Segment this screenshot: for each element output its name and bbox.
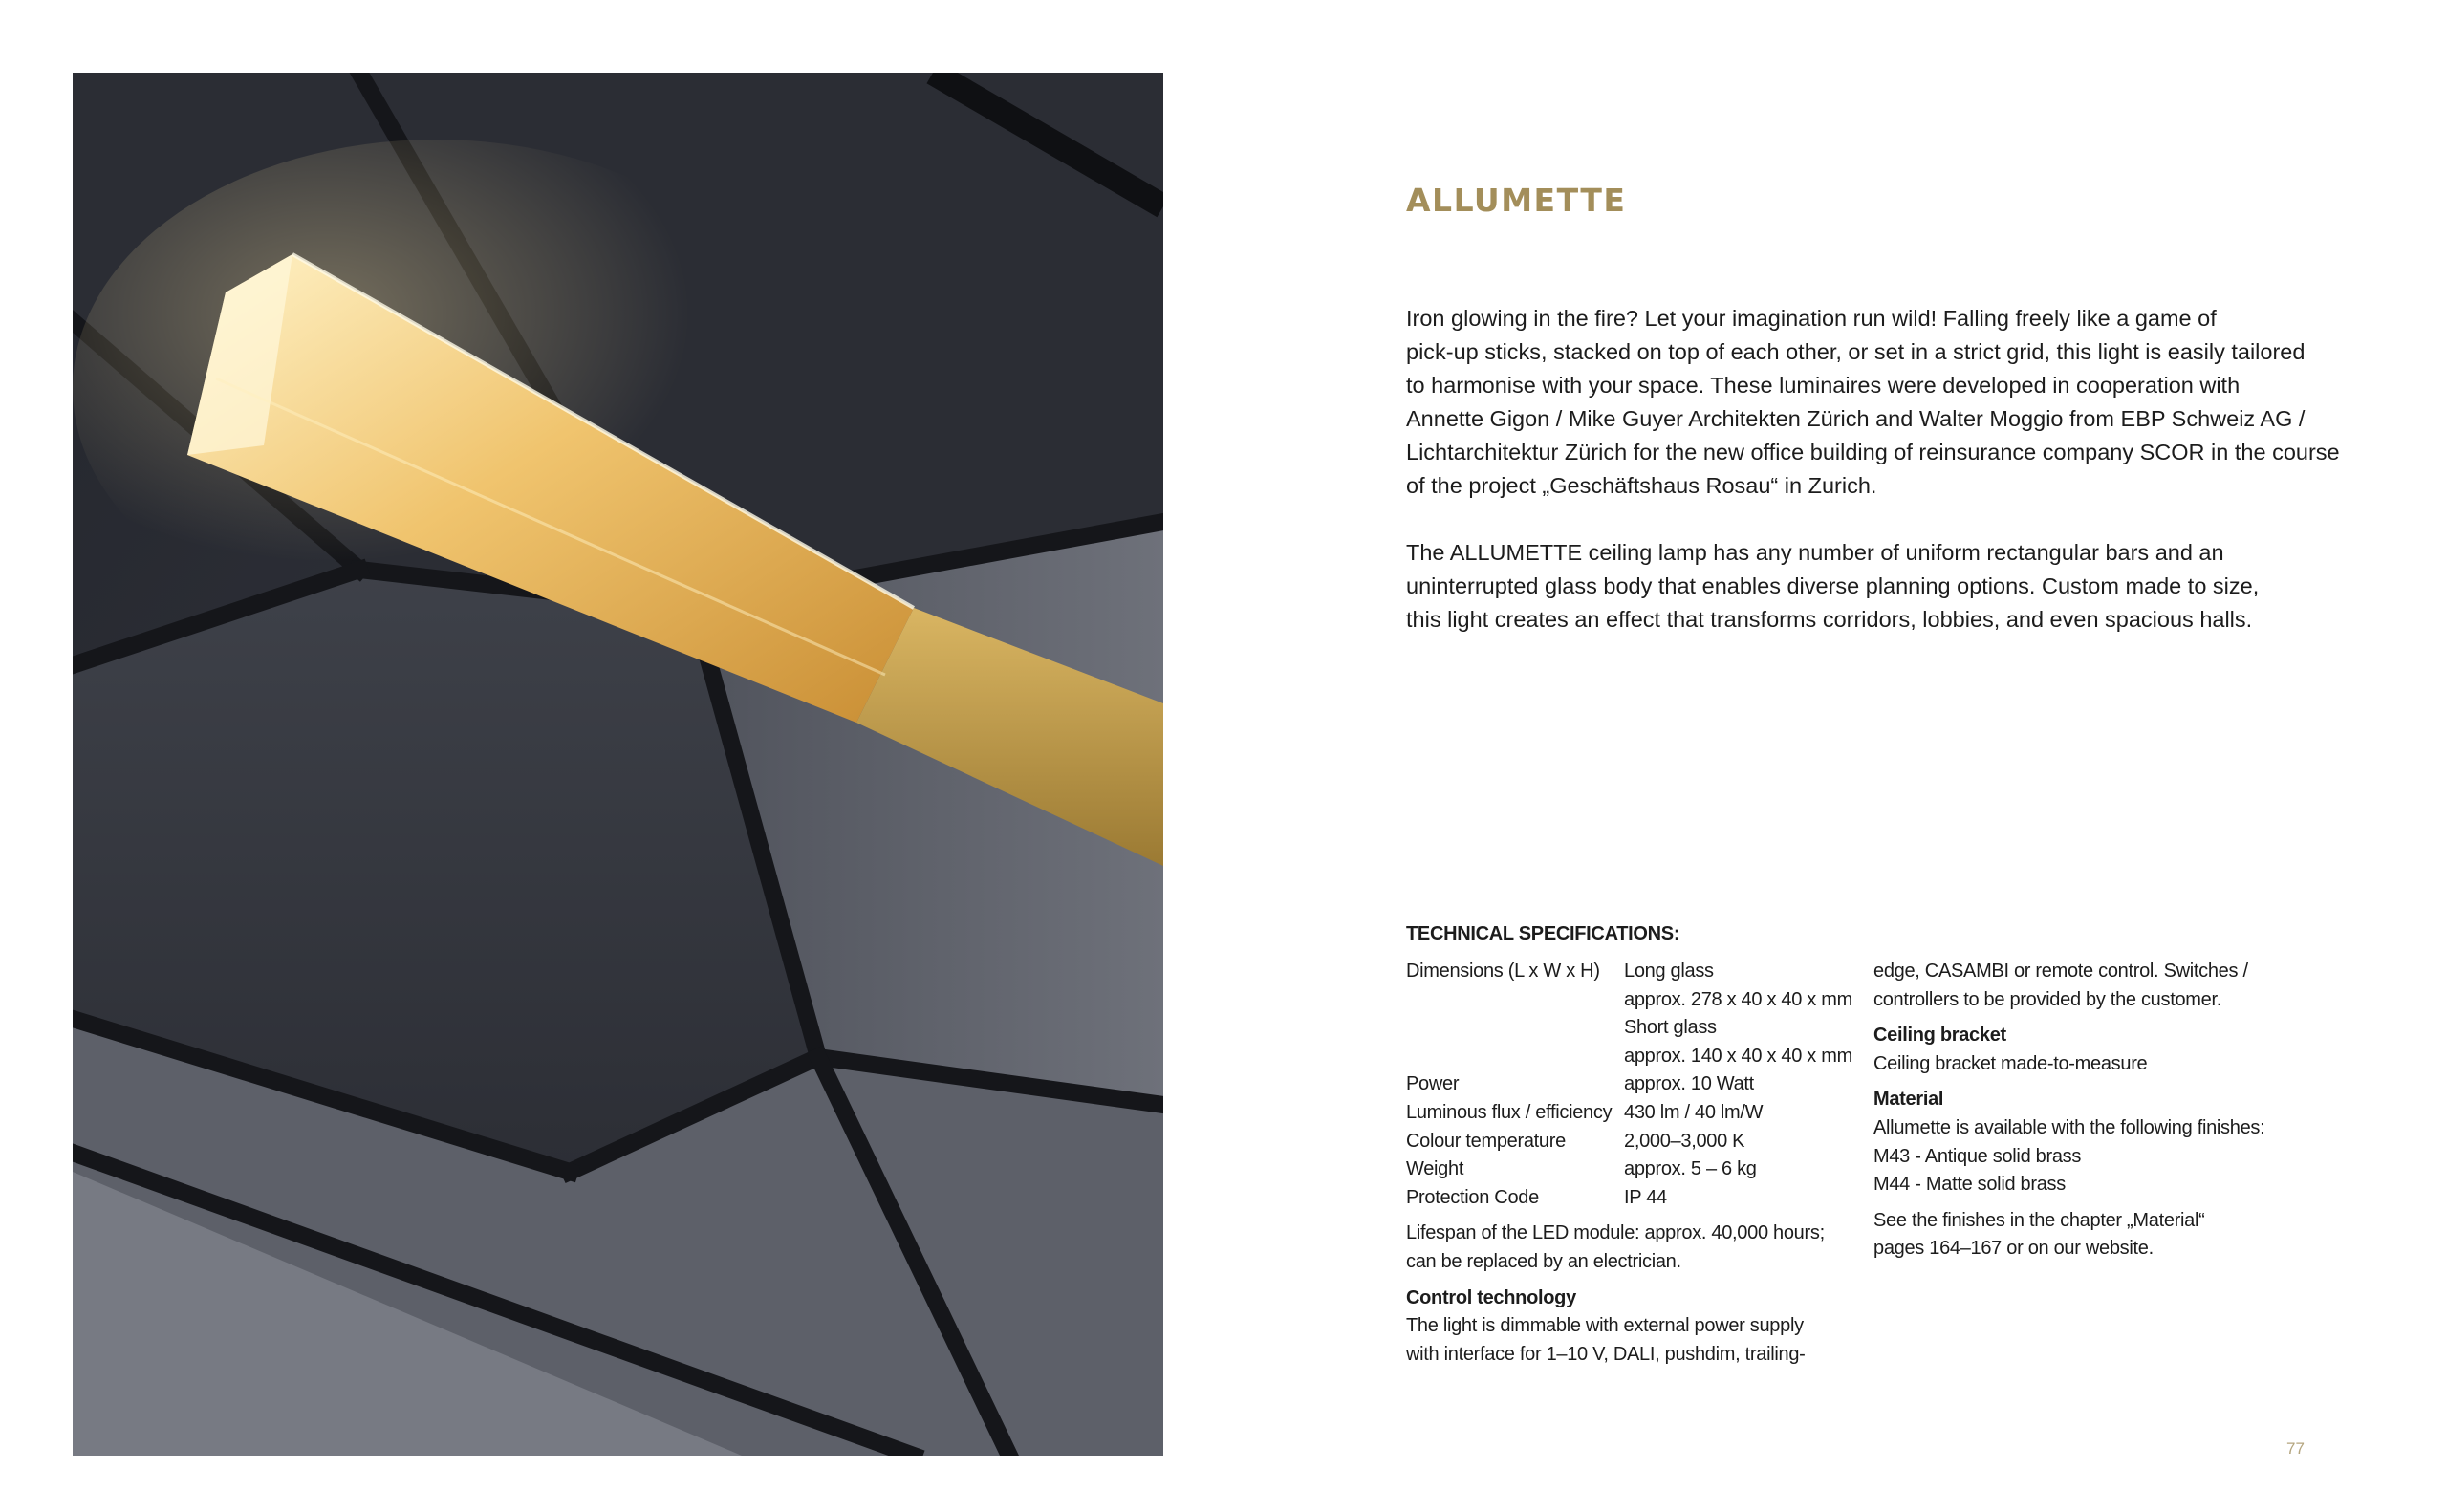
text-line: this light creates an effect that transforms corridors, lobbies, and even spacious halls. bbox=[1406, 607, 2253, 632]
page-number: 77 bbox=[2286, 1439, 2305, 1458]
spec-value: approx. 278 x 40 x 40 x mm bbox=[1624, 988, 1852, 1010]
text-line: Annette Gigon / Mike Guyer Architekten Zürich and Walter Moggio from EBP Schweiz AG / bbox=[1406, 406, 2306, 431]
text-line: See the finishes in the chapter „Material“ bbox=[1873, 1209, 2205, 1231]
product-title: ALLUMETTE bbox=[1406, 182, 1627, 219]
spec-label: Dimensions (L x W x H) bbox=[1406, 961, 1600, 982]
spec-value: Long glass bbox=[1624, 961, 1714, 982]
text-line: to harmonise with your space. These luminaires were developed in cooperation with bbox=[1406, 373, 2241, 398]
material bbox=[1873, 1086, 2323, 1199]
intro-text bbox=[1406, 302, 2343, 670]
text-line: M44 - Matte solid brass bbox=[1873, 1174, 2066, 1196]
intro-paragraph bbox=[1406, 302, 2343, 503]
spec-value: 430 lm / 40 lm/W bbox=[1624, 1101, 1764, 1123]
text-line: M43 - Antique solid brass bbox=[1873, 1145, 2082, 1167]
text-line: Lifespan of the LED module: approx. 40,000 hours; bbox=[1406, 1222, 1825, 1244]
spec-row bbox=[1406, 1014, 1865, 1043]
text-line: uninterrupted glass body that enables diverse planning options. Custom made to size, bbox=[1406, 573, 2260, 598]
spec-row bbox=[1406, 1156, 1865, 1184]
spec-row bbox=[1406, 1043, 1865, 1071]
bracket-heading: Ceiling bracket bbox=[1873, 1025, 2006, 1047]
specs-heading: TECHNICAL SPECIFICATIONS: bbox=[1406, 923, 1680, 944]
spec-row bbox=[1406, 1128, 1865, 1156]
spec-value: IP 44 bbox=[1624, 1186, 1667, 1208]
spec-label bbox=[1406, 1043, 1624, 1071]
text-line: pick-up sticks, stacked on top of each other, or set in a strict grid, this light is easily tailored bbox=[1406, 339, 2306, 364]
spec-row bbox=[1406, 958, 1865, 986]
ceiling-bracket bbox=[1873, 1022, 2323, 1078]
spec-value: approx. 10 Watt bbox=[1624, 1073, 1754, 1095]
text-line: Iron glowing in the fire? Let your imagination run wild! Falling freely like a game of bbox=[1406, 306, 2217, 331]
spec-value: approx. 140 x 40 x 40 x mm bbox=[1624, 1045, 1852, 1067]
text-line: controllers to be provided by the customer. bbox=[1873, 988, 2221, 1010]
text-line: edge, CASAMBI or remote control. Switches / bbox=[1873, 961, 2248, 982]
text-line: Ceiling bracket made-to-measure bbox=[1873, 1052, 2148, 1074]
spec-row bbox=[1406, 986, 1865, 1015]
spec-label bbox=[1406, 1014, 1624, 1043]
spec-value: 2,000–3,000 K bbox=[1624, 1130, 1745, 1152]
spec-value: Short glass bbox=[1624, 1017, 1717, 1039]
text-line: The light is dimmable with external power supply bbox=[1406, 1315, 1804, 1337]
intro-paragraph bbox=[1406, 536, 2343, 637]
text-line: pages 164–167 or on our website. bbox=[1873, 1238, 2154, 1260]
spec-value: approx. 5 – 6 kg bbox=[1624, 1158, 1757, 1180]
spec-row bbox=[1406, 1070, 1865, 1099]
specs-left-column bbox=[1406, 958, 1865, 1369]
finishes-note bbox=[1873, 1207, 2323, 1264]
spec-label: Protection Code bbox=[1406, 1186, 1539, 1208]
lifespan-note bbox=[1406, 1220, 1865, 1276]
spec-label: Luminous flux / efficiency bbox=[1406, 1101, 1613, 1123]
control-heading: Control technology bbox=[1406, 1286, 1576, 1308]
text-line: Allumette is available with the following finishes: bbox=[1873, 1116, 2265, 1138]
spec-label: Power bbox=[1406, 1073, 1460, 1095]
specs-right-column bbox=[1873, 958, 2323, 1264]
material-heading: Material bbox=[1873, 1089, 1944, 1111]
text-line: The ALLUMETTE ceiling lamp has any number of uniform rectangular bars and an bbox=[1406, 540, 2224, 565]
spec-row bbox=[1406, 1184, 1865, 1213]
text-line: with interface for 1–10 V, DALI, pushdim, trailing- bbox=[1406, 1343, 1806, 1365]
spec-label bbox=[1406, 986, 1624, 1015]
spec-label: Weight bbox=[1406, 1158, 1464, 1180]
spec-label: Colour temperature bbox=[1406, 1130, 1566, 1152]
product-photo bbox=[73, 73, 1163, 1456]
text-line: can be replaced by an electrician. bbox=[1406, 1250, 1681, 1272]
control-technology bbox=[1406, 1285, 1865, 1370]
text-line: of the project „Geschäftshaus Rosau“ in Zurich. bbox=[1406, 473, 1877, 498]
text-line: Lichtarchitektur Zürich for the new office building of reinsurance company SCOR in the course bbox=[1406, 440, 2340, 464]
spec-row bbox=[1406, 1099, 1865, 1128]
